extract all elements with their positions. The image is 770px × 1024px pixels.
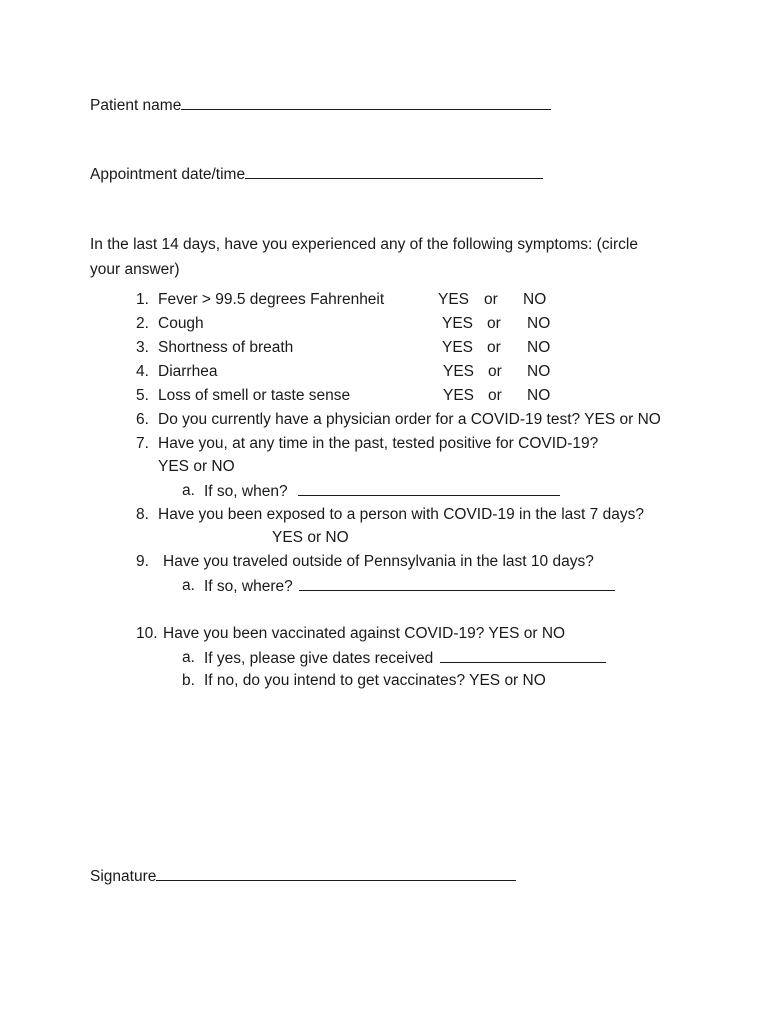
symptom-label: Loss of smell or taste sense	[158, 387, 351, 404]
or-text: or	[488, 387, 502, 404]
item-number: 7.	[136, 435, 149, 452]
question-6: Do you currently have a physician order for a COVID-19 test? YES or NO	[158, 411, 661, 428]
question-9a-label: If so, where?	[204, 578, 293, 595]
appointment-label: Appointment date/time	[90, 166, 246, 183]
signature-field	[90, 866, 516, 887]
yes-option[interactable]: YES	[438, 291, 470, 308]
question-8-answer[interactable]: YES or NO	[272, 529, 349, 546]
question-10a-input-line[interactable]	[440, 648, 606, 663]
no-option[interactable]: NO	[523, 291, 547, 308]
or-text: or	[488, 363, 502, 380]
no-option[interactable]: NO	[527, 387, 551, 404]
appointment-input-line[interactable]	[245, 164, 543, 179]
patient-name-label: Patient name	[90, 97, 182, 114]
question-8: Have you been exposed to a person with COVID-19 in the last 7 days?	[158, 506, 644, 523]
no-option[interactable]: NO	[527, 315, 551, 332]
patient-name-field	[90, 95, 551, 116]
item-number: 4.	[136, 363, 149, 380]
question-9a	[204, 576, 615, 597]
appointment-field	[90, 164, 543, 185]
item-number: 6.	[136, 411, 149, 428]
question-9: Have you traveled outside of Pennsylvania in the last 10 days?	[163, 553, 594, 570]
yes-option[interactable]: YES	[442, 315, 474, 332]
no-option[interactable]: NO	[527, 339, 551, 356]
item-number: 3.	[136, 339, 149, 356]
question-9a-input-line[interactable]	[299, 576, 615, 591]
question-7: Have you, at any time in the past, tested positive for COVID-19?	[158, 435, 599, 452]
signature-input-line[interactable]	[156, 866, 516, 881]
question-7a	[204, 481, 560, 502]
question-10b: If no, do you intend to get vaccinates? YES or NO	[204, 672, 546, 689]
item-number: 2.	[136, 315, 149, 332]
or-text: or	[484, 291, 498, 308]
symptoms-intro: In the last 14 days, have you experienced any of the following symptoms: (circle your answer)	[90, 236, 638, 278]
signature-label: Signature	[90, 868, 157, 885]
sub-item-letter: b.	[182, 672, 195, 689]
item-number: 10.	[136, 625, 158, 642]
symptom-label: Cough	[158, 315, 204, 332]
sub-item-letter: a.	[182, 649, 195, 666]
symptom-label: Diarrhea	[158, 363, 218, 380]
no-option[interactable]: NO	[527, 363, 551, 380]
yes-option[interactable]: YES	[442, 339, 474, 356]
question-10a	[204, 648, 606, 669]
question-7a-label: If so, when?	[204, 483, 288, 500]
item-number: 8.	[136, 506, 149, 523]
question-10a-label: If yes, please give dates received	[204, 650, 434, 667]
sub-item-letter: a.	[182, 482, 195, 499]
yes-option[interactable]: YES	[443, 387, 475, 404]
symptom-label: Fever > 99.5 degrees Fahrenheit	[158, 291, 385, 308]
question-10: Have you been vaccinated against COVID-19? YES or NO	[163, 625, 566, 642]
question-7a-input-line[interactable]	[298, 481, 560, 496]
symptom-label: Shortness of breath	[158, 339, 294, 356]
item-number: 5.	[136, 387, 149, 404]
or-text: or	[487, 315, 501, 332]
item-number: 1.	[136, 291, 149, 308]
question-7-answer[interactable]: YES or NO	[158, 458, 235, 475]
yes-option[interactable]: YES	[443, 363, 475, 380]
item-number: 9.	[136, 553, 149, 570]
or-text: or	[487, 339, 501, 356]
sub-item-letter: a.	[182, 577, 195, 594]
patient-name-input-line[interactable]	[181, 95, 551, 110]
